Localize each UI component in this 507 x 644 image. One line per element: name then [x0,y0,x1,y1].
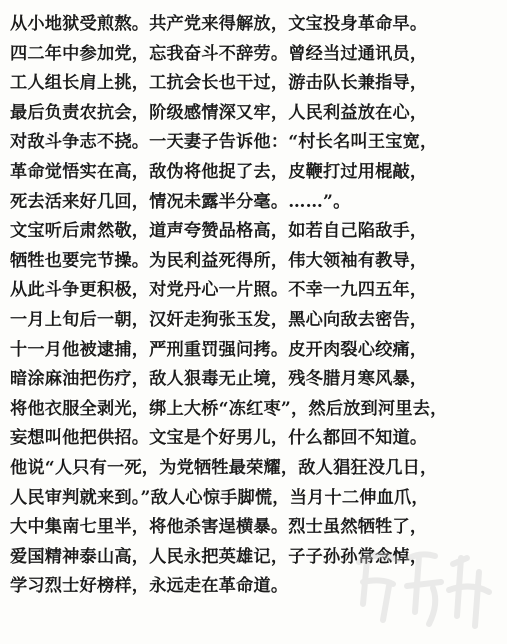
text-line: 妄想叫他把供招。文宝是个好男儿，什么都回不知道。 [10,428,428,449]
text-line: 对敌斗争志不挠。一天妻子告诉他：“村长名叫王宝宽， [10,132,438,153]
text-line: 工人组长肩上挑，工抗会长也干过，游击队长兼指导， [10,73,428,94]
text-line: 大中集南七里半，将他杀害逞横暴。烈士虽然牺牲了， [10,517,428,538]
text-line: 从此斗争更积极，对党丹心一片照。不幸一九四五年， [10,280,428,301]
text-line: 最后负责农抗会，阶级感情深又牢，人民利益放在心， [10,102,428,123]
text-line: 将他衣服全剥光，绑上大桥“冻红枣”，然后放到河里去， [10,398,448,419]
text-line: 四二年中参加党，忘我奋斗不辞劳。曾经当过通讯员， [10,43,428,64]
text-line: 死去活来好几回，情况未露半分毫。……”。 [10,191,351,212]
text-line: 一月上旬后一朝，汉奸走狗张玉发，黑心向敌去密告， [10,309,428,330]
poem-text-block [10,10,502,602]
text-line: 十一月他被逮捕，严刑重罚强问拷。皮开肉裂心绞痛， [10,339,428,360]
text-line: 革命觉悟实在高，敌伪将他捉了去，皮鞭打过用棍敲， [10,161,428,182]
text-line: 文宝听后肃然敬，道声夸赞品格高，如若自己陷敌手， [10,221,428,242]
text-line: 牺牲也要完节操。为民利益死得所，伟大领袖有教导， [10,250,428,271]
text-line: 人民审判就来到。”敌人心惊手脚慌，当月十二伸血爪， [10,487,429,508]
text-line: 学习烈士好榜样，永远走在革命道。 [10,576,289,597]
text-line: 暗涂麻油把伤疗，敌人狠毒无止境，残冬腊月寒风暴， [10,369,428,390]
text-line: 从小地狱受煎熬。共产党来得解放，文宝投身革命早。 [10,14,428,34]
text-line: 爱国精神泰山高，人民永把英雄记，子子孙孙常念悼， [10,546,428,567]
text-line: 他说“人只有一死，为党牺牲最荣耀，敌人猖狂没几日， [10,457,438,478]
